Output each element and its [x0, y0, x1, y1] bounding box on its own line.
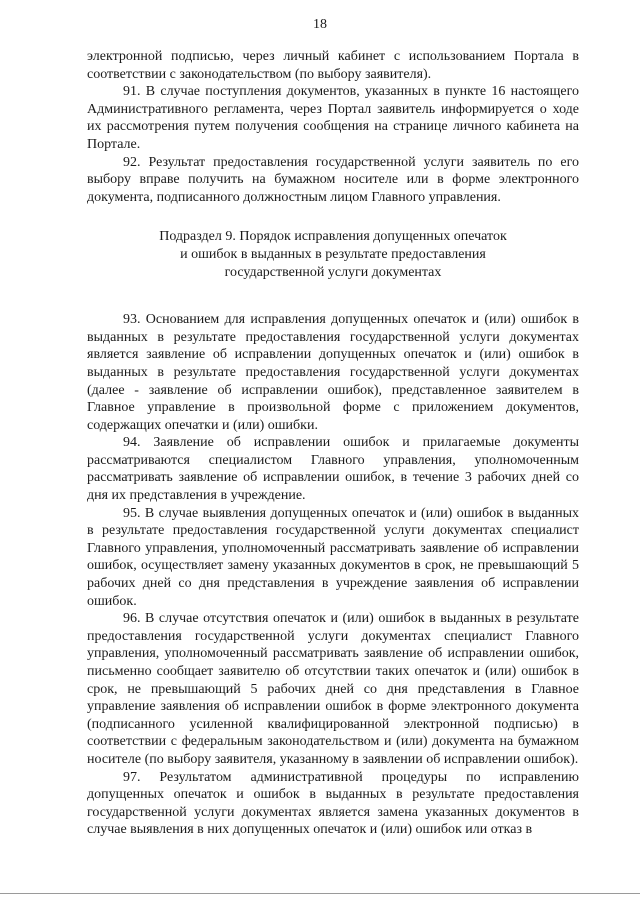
paragraph-96: 96. В случае отсутствия опечаток и (или) ошибок в выданных в результате предоставления государственной услуги документах специалист Главного управления, уполномоченный рассматривать заявление об исправлении ошибок, письменно сообщает заявителю об отсутствии таких опечаток и (или) ошибок в срок, не превышающий 5 рабочих дней со дня представления в Главное управление заявления об исправлении ошибок в форме электронного документа (подписанного усиленной квалифицированной электронной подписью) в соответствии с федеральным законодательством и (или) документа на бумажном носителе (по выбору заявителя, указанному в заявлении об исправлении ошибок). — [87, 611, 579, 767]
paragraph-93: 93. Основанием для исправления допущенных опечаток и (или) ошибок в выданных в результате предоставления государственной услуги документах является заявление об исправлении допущенных опечаток и (или) ошибок в выданных в результате предоставления государственной услуги документах (далее - заявление об исправлении ошибок), представленное заявителем в Главное управление в произвольной форме с приложением документов, содержащих опечатки и (или) ошибки. — [87, 312, 579, 433]
paragraph-95: 95. В случае выявления допущенных опечаток и (или) ошибок в выданных в результате предоставления государственной услуги документах специалист Главного управления, уполномоченный рассматривать заявление об исправлении ошибок, осуществляет замену указанных документов в срок, не превышающий 5 рабочих дней со дня представления в учреждение заявления об исправлении ошибок. — [87, 505, 579, 609]
heading-line-2: и ошибок в выданных в результате предоставления — [180, 246, 486, 262]
paragraph-94: 94. Заявление об исправлении ошибок и прилагаемые документы рассматриваются специалистом Главного управления, уполномоченным рассматривать заявление об исправлении ошибок, в течение 3 рабочих дней со дня их представления в учреждение. — [87, 435, 579, 504]
bottom-scan-edge — [0, 893, 640, 894]
paragraph-92: 92. Результат предоставления государственной услуги заявитель по его выбору вправе получить на бумажном носителе или в форме электронного документа, подписанного должностным лицом Главного управления. — [87, 154, 579, 205]
heading-line-1: Подраздел 9. Порядок исправления допущенных опечаток — [159, 229, 507, 245]
document-body — [87, 48, 579, 839]
page-number: 18 — [313, 17, 327, 32]
paragraph-97: 97. Результатом административной процедуры по исправлению допущенных опечаток и ошибок в выданных в результате предоставления государственной услуги документах является замена указанных документов в случае выявления в них допущенных опечаток и (или) ошибок или отказ в — [87, 769, 579, 838]
paragraph-91: 91. В случае поступления документов, указанных в пункте 16 настоящего Административного регламента, через Портал заявитель информируется о ходе их рассмотрения путем получения сообщения на странице личного кабинета на Портале. — [87, 84, 579, 152]
subsection-heading — [87, 228, 579, 281]
paragraph-continuation: электронной подписью, через личный кабинет с использованием Портала в соответствии с законодательством (по выбору заявителя). — [87, 49, 579, 82]
heading-line-3: государственной услуги документах — [224, 264, 442, 280]
